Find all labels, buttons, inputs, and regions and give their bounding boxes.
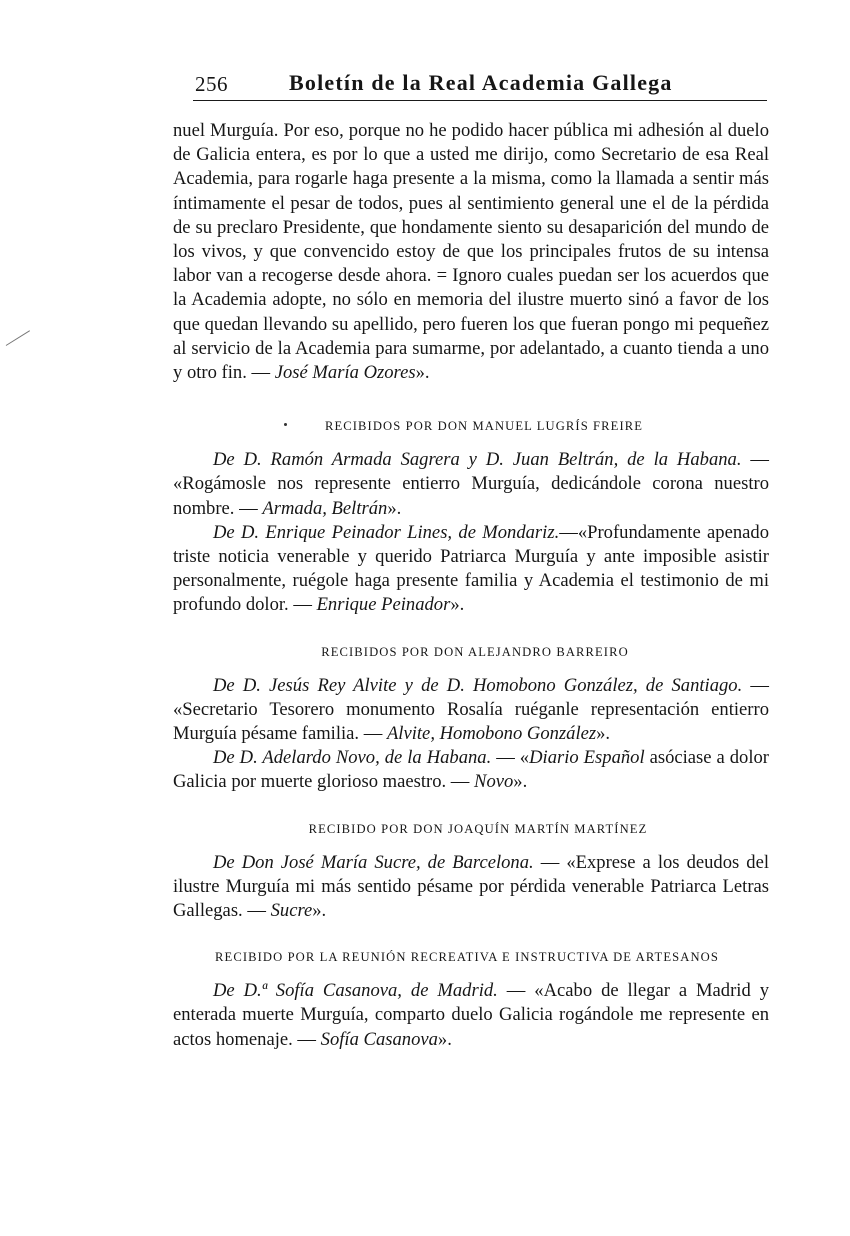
signature: Sofía Casanova bbox=[320, 1028, 438, 1050]
section-heading: RECIBIDO POR DON JOAQUÍN MARTÍN MARTÍNEZ bbox=[308, 821, 648, 836]
telegram-text: — «Rogámosle nos represente entierro Murguía, dedicándole corona nuestro nombre. — bbox=[173, 449, 769, 519]
telegram-text: — «Exprese a los deudos del ilustre Murguía mi más sentido pésame por pérdida venerable Patriarca Letras Gallegas. — bbox=[173, 851, 770, 922]
closing: ». bbox=[387, 497, 402, 519]
telegram-entry bbox=[173, 521, 769, 618]
closing: ». bbox=[596, 723, 611, 745]
section-heading: RECIBIDOS POR DON MANUEL LUGRÍS FREIRE bbox=[324, 419, 644, 434]
telegram-entry bbox=[173, 979, 769, 1052]
running-head: Boletín de la Real Academia Gallega bbox=[289, 70, 673, 95]
telegram-entry bbox=[173, 674, 769, 747]
telegram-entry bbox=[173, 448, 769, 521]
sender: De D.ª Sofía Casanova, de Madrid. bbox=[213, 980, 498, 1002]
section-heading: RECIBIDO POR LA REUNIÓN RECREATIVA E INSTRUCTIVA DE ARTESANOS bbox=[215, 950, 719, 965]
sender: De D. Jesús Rey Alvite y de D. Homobono González, de Santiago. bbox=[213, 674, 743, 696]
sender: De D. Ramón Armada Sagrera y D. Juan Beltrán, de la Habana. bbox=[213, 449, 742, 471]
margin-mark bbox=[6, 330, 30, 346]
sender: De Don José María Sucre, de Barcelona. bbox=[213, 851, 534, 873]
closing: ». bbox=[513, 771, 528, 793]
closing: ». bbox=[450, 594, 465, 616]
sender: De D. Adelardo Novo, de la Habana. bbox=[213, 747, 492, 769]
newspaper-title: Diario Español bbox=[529, 747, 645, 769]
signature: Armada, Beltrán bbox=[262, 497, 388, 519]
closing: ». bbox=[415, 362, 430, 384]
page-header bbox=[193, 70, 767, 101]
body-text bbox=[173, 119, 769, 1052]
signature: José María Ozores bbox=[274, 362, 416, 384]
opening-paragraph-text: nuel Murguía. Por eso, porque no he podido hacer pública mi adhesión al duelo de Galicia entera, es por lo que a usted me dirijo, como Secretario de esa Real Academia, para rogarle haga presente a la misma, como la llamada a sentir más íntimamente el pesar de todos, pues al sentimiento general une el de la pérdida de su preclaro Presidente, que hondamente siento su desaparición del mundo de los vivos, y que convencido estoy de que los principales frutos de su intensa labor van a recogerse desde ahora. = Ignoro cuales puedan ser los acuerdos que la Academia adopte, no sólo en memoria del ilustre muerto sinó a favor de los que quedan llevando su apellido, pero fueren los que fueran pongo mi pequeñez al servicio de la Academia para sumarme, por adelantado, a cuanto tienda a uno y otro fin. — bbox=[173, 120, 769, 384]
opening-paragraph bbox=[173, 119, 769, 385]
telegram-text: —«Profundamente apenado triste noticia venerable y querido Patriarca Murguía y ante imposible asistir personalmente, ruégole haga presente familia y Academia el testimonio de mi profundo dolor. — bbox=[173, 521, 769, 616]
sender: De D. Enrique Peinador Lines, de Mondariz. bbox=[213, 521, 560, 543]
telegram-text: — «Secretario Tesorero monumento Rosalía ruéganle representación entierro Murguía pésame familia. — bbox=[173, 674, 769, 745]
telegram-text: — «Acabo de llegar a Madrid y enterada muerte Murguía, comparto duelo Galicia rogándole me represente en actos homenaje. — bbox=[173, 980, 769, 1050]
telegram-text-continued: asóciase a dolor Galicia por muerte glorioso maestro. — bbox=[173, 747, 769, 793]
telegram-entry bbox=[173, 851, 769, 924]
signature: Novo bbox=[474, 771, 514, 793]
telegram-entry bbox=[173, 746, 769, 794]
page-number: 256 bbox=[195, 72, 228, 96]
closing: ». bbox=[437, 1028, 452, 1050]
closing: ». bbox=[312, 900, 327, 922]
signature: Sucre bbox=[270, 900, 313, 922]
section-heading: RECIBIDOS POR DON ALEJANDRO BARREIRO bbox=[321, 644, 629, 659]
signature: Enrique Peinador bbox=[316, 594, 451, 616]
signature: Alvite, Homobono González bbox=[386, 723, 597, 745]
telegram-text: — « bbox=[491, 747, 530, 769]
